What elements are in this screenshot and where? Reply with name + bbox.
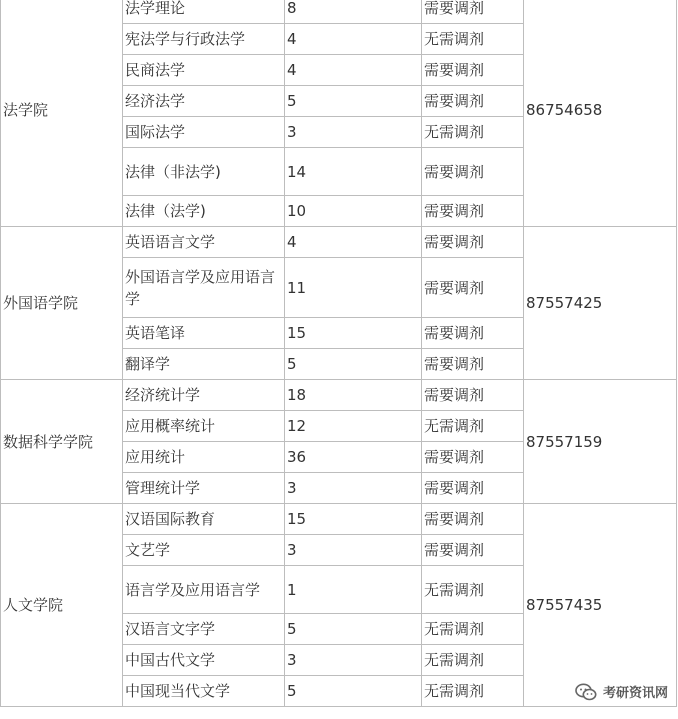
- contact-phone: 86754658: [524, 0, 677, 227]
- enrollment-count: 3: [285, 645, 422, 676]
- adjustment-status: 需要调剂: [422, 148, 524, 196]
- major-name: 国际法学: [123, 117, 285, 148]
- adjustment-status: 无需调剂: [422, 411, 524, 442]
- major-name: 民商法学: [123, 55, 285, 86]
- college-name: 法学院: [1, 0, 123, 227]
- adjustment-status: 需要调剂: [422, 318, 524, 349]
- adjustment-status: 无需调剂: [422, 566, 524, 614]
- enrollment-count: 8: [285, 0, 422, 24]
- adjustment-status: 需要调剂: [422, 196, 524, 227]
- major-name: 汉语言文字学: [123, 614, 285, 645]
- adjustment-status: 需要调剂: [422, 227, 524, 258]
- enrollment-count: 15: [285, 318, 422, 349]
- adjustment-status: 无需调剂: [422, 117, 524, 148]
- enrollment-count: 12: [285, 411, 422, 442]
- major-name: 汉语国际教育: [123, 504, 285, 535]
- major-name: 英语语言文学: [123, 227, 285, 258]
- major-name: 法学理论: [123, 0, 285, 24]
- enrollment-count: 4: [285, 227, 422, 258]
- major-name: 文艺学: [123, 535, 285, 566]
- watermark-text: 考研资讯网: [602, 686, 668, 701]
- adjustment-status: 需要调剂: [422, 473, 524, 504]
- watermark: [575, 682, 668, 701]
- enrollment-count: 18: [285, 380, 422, 411]
- enrollment-count: 36: [285, 442, 422, 473]
- adjustment-status: 需要调剂: [422, 535, 524, 566]
- major-name: 应用统计: [123, 442, 285, 473]
- adjustment-status: 无需调剂: [422, 676, 524, 707]
- adjustment-status: 需要调剂: [422, 0, 524, 24]
- major-name: 英语笔译: [123, 318, 285, 349]
- major-name: 宪法学与行政法学: [123, 24, 285, 55]
- enrollment-count: 1: [285, 566, 422, 614]
- wechat-icon: [575, 683, 597, 701]
- major-name: 中国古代文学: [123, 645, 285, 676]
- major-name: 经济统计学: [123, 380, 285, 411]
- enrollment-count: 10: [285, 196, 422, 227]
- college-name: 数据科学学院: [1, 380, 123, 504]
- college-name: 外国语学院: [1, 227, 123, 380]
- adjustment-status: 无需调剂: [422, 614, 524, 645]
- enrollment-count: 14: [285, 148, 422, 196]
- adjustment-status: 需要调剂: [422, 258, 524, 318]
- major-name: 外国语言学及应用语言学: [123, 258, 285, 318]
- major-name: 法律（法学): [123, 196, 285, 227]
- table-row: [1, 227, 677, 258]
- enrollment-count: 5: [285, 614, 422, 645]
- contact-phone: 87557159: [524, 380, 677, 504]
- enrollment-count: 4: [285, 24, 422, 55]
- college-name: 人文学院: [1, 504, 123, 707]
- major-name: 中国现当代文学: [123, 676, 285, 707]
- major-name: 语言学及应用语言学: [123, 566, 285, 614]
- enrollment-count: 5: [285, 86, 422, 117]
- major-name: 经济法学: [123, 86, 285, 117]
- contact-phone: 87557425: [524, 227, 677, 380]
- adjustment-status: 无需调剂: [422, 645, 524, 676]
- major-name: 应用概率统计: [123, 411, 285, 442]
- table-row: [1, 0, 677, 24]
- contact-phone: 87557435: [524, 504, 677, 707]
- adjustment-status: 需要调剂: [422, 86, 524, 117]
- enrollment-count: 3: [285, 473, 422, 504]
- adjustment-status: 需要调剂: [422, 55, 524, 86]
- table-row: [1, 380, 677, 411]
- adjustment-status: 需要调剂: [422, 349, 524, 380]
- major-name: 管理统计学: [123, 473, 285, 504]
- adjustment-status: 需要调剂: [422, 504, 524, 535]
- enrollment-count: 3: [285, 535, 422, 566]
- enrollment-count: 4: [285, 55, 422, 86]
- enrollment-count: 15: [285, 504, 422, 535]
- adjustment-status: 需要调剂: [422, 380, 524, 411]
- enrollment-count: 5: [285, 349, 422, 380]
- major-name: 翻译学: [123, 349, 285, 380]
- adjustment-status: 需要调剂: [422, 442, 524, 473]
- major-name: 法律（非法学): [123, 148, 285, 196]
- enrollment-count: 5: [285, 676, 422, 707]
- enrollment-count: 3: [285, 117, 422, 148]
- table-row: [1, 504, 677, 535]
- adjustment-status: 无需调剂: [422, 24, 524, 55]
- enrollment-count: 11: [285, 258, 422, 318]
